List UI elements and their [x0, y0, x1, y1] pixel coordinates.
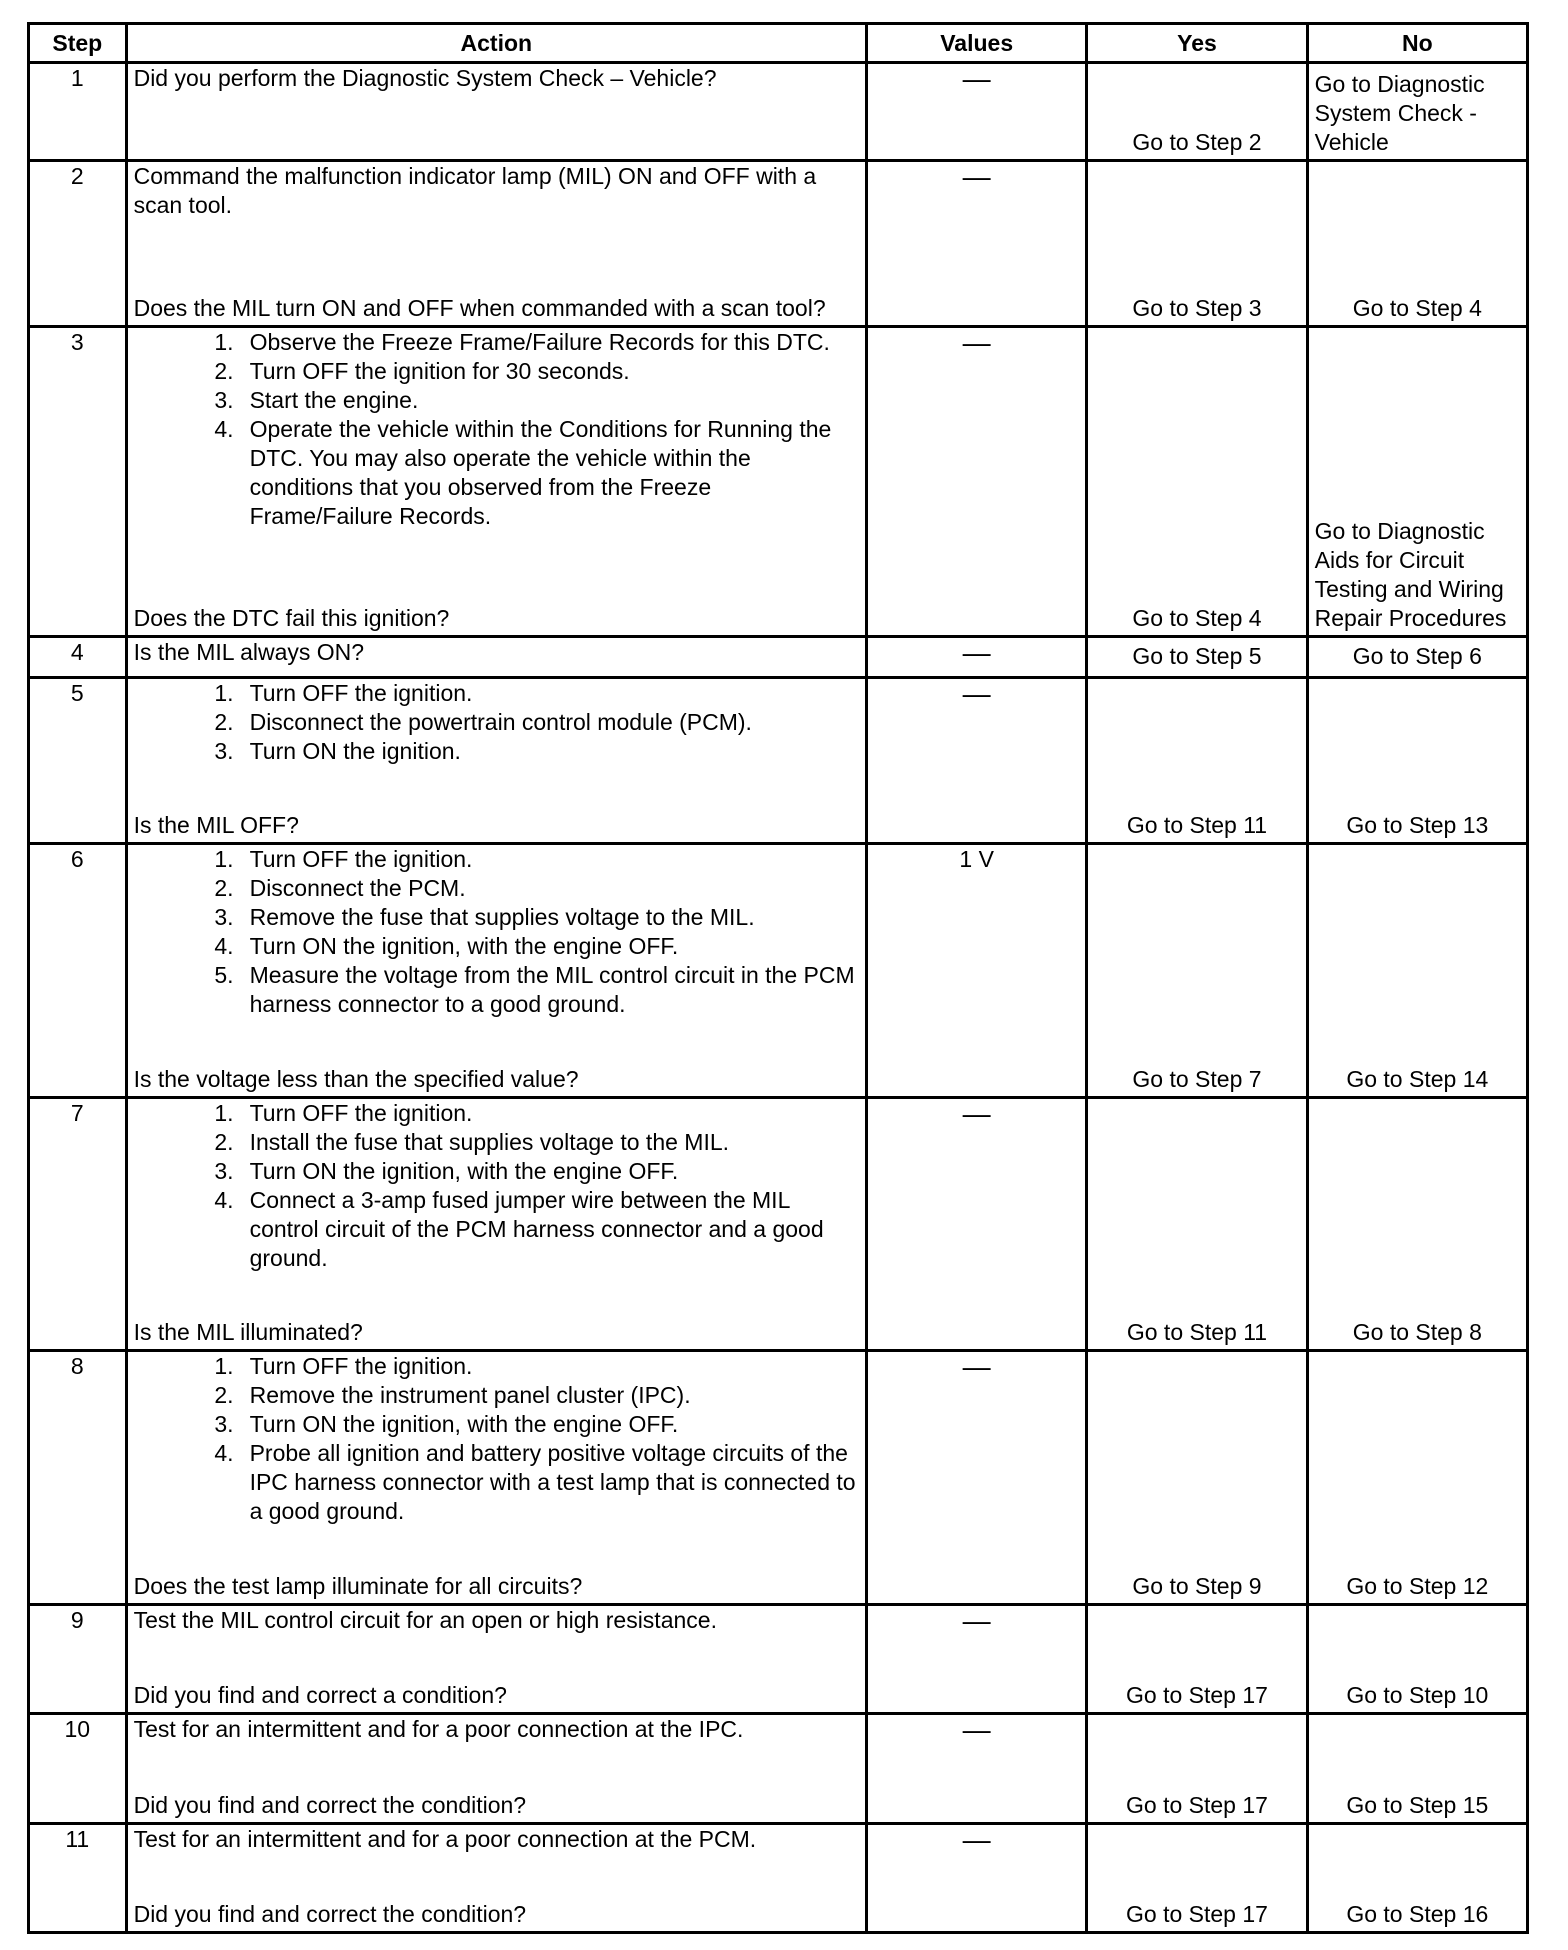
value-text: — — [962, 161, 991, 193]
list-item-number: 4. — [214, 933, 234, 960]
action-question: Does the DTC fail this ignition? — [133, 604, 450, 631]
table-row — [29, 677, 1528, 843]
list-item-number: 3. — [214, 1411, 234, 1438]
yes-link: Go to Step 11 — [1126, 1319, 1268, 1346]
action-question: Is the voltage less than the specified value? — [133, 1065, 579, 1092]
action-question: Does the test lamp illuminate for all circuits? — [133, 1573, 583, 1600]
table-row — [29, 1714, 1528, 1823]
yes-link: Go to Step 11 — [1126, 812, 1268, 839]
list-item-text: Turn OFF the ignition. — [249, 846, 473, 873]
action-cell — [126, 1714, 866, 1823]
list-item-text: Disconnect the powertrain control module (PCM). — [249, 708, 752, 735]
no-cell — [1307, 1351, 1527, 1605]
list-item-text: Turn OFF the ignition. — [249, 1353, 473, 1380]
yes-cell — [1087, 161, 1307, 326]
header-step: Step — [29, 24, 127, 63]
yes-link: Go to Step 7 — [1132, 1065, 1262, 1092]
list-item-number: 1. — [214, 1099, 234, 1126]
list-item-number: 3. — [214, 904, 234, 931]
no-cell — [1307, 1714, 1527, 1823]
list-item — [134, 932, 859, 961]
no-link: Go to Step 4 — [1352, 294, 1482, 321]
value-cell — [867, 677, 1087, 843]
list-item-text: Measure the voltage from the MIL control circuit in the PCM harness connector to a good ground. — [249, 962, 855, 1018]
list-item — [134, 679, 859, 708]
list-item — [134, 386, 859, 415]
yes-link: Go to Step 9 — [1132, 1573, 1262, 1600]
yes-cell — [1087, 1823, 1307, 1932]
header-action: Action — [126, 24, 866, 63]
value-text: — — [962, 326, 991, 358]
no-link: Go to Step 12 — [1346, 1573, 1489, 1600]
value-text: — — [962, 1823, 991, 1855]
step-number: 10 — [29, 1714, 127, 1823]
list-item-text: Observe the Freeze Frame/Failure Records for this DTC. — [249, 328, 830, 355]
yes-link: Go to Step 17 — [1126, 1791, 1268, 1818]
step-number: 8 — [29, 1351, 127, 1605]
value-cell — [867, 326, 1087, 636]
value-cell — [867, 1714, 1087, 1823]
no-link: Go to Step 15 — [1346, 1791, 1489, 1818]
action-cell — [126, 326, 866, 636]
value-text: — — [962, 1097, 991, 1129]
list-item-text: Turn ON the ignition, with the engine OFF. — [249, 1157, 679, 1184]
no-link: Go to Step 10 — [1346, 1682, 1489, 1709]
list-item-text: Operate the vehicle within the Conditions for Running the DTC. You may also operate the vehicle within the conditions that you observed from the Freeze Frame/Failure Records. — [249, 415, 832, 529]
no-link: Go to Step 16 — [1346, 1901, 1489, 1927]
no-link: Go to Step 14 — [1346, 1065, 1489, 1092]
list-item-number: 2. — [214, 708, 234, 735]
value-text: — — [962, 63, 991, 94]
action-steps-list — [134, 1352, 859, 1526]
list-item — [134, 357, 859, 386]
step-number: 9 — [29, 1605, 127, 1714]
list-item — [134, 903, 859, 932]
action-cell — [126, 161, 866, 326]
step-number: 5 — [29, 677, 127, 843]
no-cell — [1307, 1823, 1527, 1932]
yes-link: Go to Step 3 — [1132, 294, 1262, 321]
action-intro: Test the MIL control circuit for an open or high resistance. — [133, 1607, 717, 1634]
no-link: Go to Diagnostic Aids for Circuit Testing and Wiring Repair Procedures — [1314, 517, 1507, 631]
list-item-text: Probe all ignition and battery positive voltage circuits of the IPC harness connector with a test lamp that is connected to a good ground. — [249, 1440, 856, 1525]
no-link: Go to Step 6 — [1352, 643, 1482, 670]
list-item-number: 4. — [214, 415, 234, 442]
action-question: Did you find and correct a condition? — [133, 1682, 507, 1709]
no-cell — [1307, 844, 1527, 1098]
action-cell — [126, 844, 866, 1098]
action-question: Is the MIL illuminated? — [133, 1319, 363, 1346]
value-cell — [867, 161, 1087, 326]
action-cell — [126, 63, 866, 161]
list-item-number: 4. — [214, 1186, 234, 1213]
value-cell — [867, 63, 1087, 161]
list-item-text: Turn OFF the ignition for 30 seconds. — [249, 357, 630, 384]
list-item — [134, 1410, 859, 1439]
yes-cell — [1087, 636, 1307, 677]
action-cell — [126, 636, 866, 677]
no-cell — [1307, 1097, 1527, 1351]
yes-cell — [1087, 63, 1307, 161]
list-item-text: Start the engine. — [249, 386, 419, 413]
value-cell — [867, 1351, 1087, 1605]
action-cell — [126, 1605, 866, 1714]
list-item — [134, 1381, 859, 1410]
list-item — [134, 845, 859, 874]
no-cell — [1307, 161, 1527, 326]
list-item-number: 1. — [214, 1353, 234, 1380]
list-item — [134, 1352, 859, 1381]
action-intro: Test for an intermittent and for a poor connection at the PCM. — [133, 1825, 757, 1852]
yes-cell — [1087, 1097, 1307, 1351]
list-item-text: Connect a 3-amp fused jumper wire between the MIL control circuit of the PCM harness connector and a good ground. — [249, 1186, 824, 1271]
list-item-text: Turn ON the ignition. — [249, 737, 461, 764]
yes-link: Go to Step 17 — [1126, 1901, 1268, 1927]
yes-cell — [1087, 844, 1307, 1098]
action-steps-list — [134, 679, 859, 766]
list-item-number: 1. — [214, 679, 234, 706]
step-number: 11 — [29, 1823, 127, 1932]
table-row — [29, 63, 1528, 161]
value-cell — [867, 844, 1087, 1098]
no-cell — [1307, 326, 1527, 636]
header-no: No — [1307, 24, 1527, 63]
header-yes: Yes — [1087, 24, 1307, 63]
list-item — [134, 1099, 859, 1128]
yes-link: Go to Step 2 — [1132, 129, 1262, 156]
list-item-number: 2. — [214, 1128, 234, 1155]
step-number: 1 — [29, 63, 127, 161]
step-number: 3 — [29, 326, 127, 636]
no-link: Go to Diagnostic System Check - Vehicle — [1314, 71, 1485, 156]
value-cell — [867, 1823, 1087, 1932]
step-number: 6 — [29, 844, 127, 1098]
list-item-text: Disconnect the PCM. — [249, 875, 466, 902]
action-steps-list — [134, 845, 859, 1019]
list-item — [134, 1128, 859, 1157]
value-text: — — [962, 1351, 991, 1383]
list-item-text: Turn ON the ignition, with the engine OFF. — [249, 1411, 679, 1438]
list-item-number: 2. — [214, 875, 234, 902]
value-cell — [867, 1097, 1087, 1351]
list-item-number: 3. — [214, 737, 234, 764]
yes-link: Go to Step 5 — [1132, 643, 1262, 670]
action-intro: Command the malfunction indicator lamp (MIL) ON and OFF with a scan tool. — [133, 163, 817, 219]
table-row — [29, 161, 1528, 326]
yes-cell — [1087, 1605, 1307, 1714]
value-cell — [867, 636, 1087, 677]
value-cell — [867, 1605, 1087, 1714]
list-item — [134, 708, 859, 737]
list-item-number: 1. — [214, 328, 234, 355]
step-number: 4 — [29, 636, 127, 677]
table-row — [29, 1351, 1528, 1605]
list-item-text: Turn OFF the ignition. — [249, 679, 473, 706]
step-number: 7 — [29, 1097, 127, 1351]
step-number: 2 — [29, 161, 127, 326]
action-question: Is the MIL OFF? — [133, 812, 299, 839]
table-row — [29, 1823, 1528, 1932]
table-row — [29, 1097, 1528, 1351]
yes-link: Go to Step 4 — [1132, 604, 1262, 631]
action-cell — [126, 1097, 866, 1351]
list-item-text: Turn OFF the ignition. — [249, 1099, 473, 1126]
action-cell — [126, 1823, 866, 1932]
action-cell — [126, 677, 866, 843]
action-question: Did you find and correct the condition? — [133, 1901, 527, 1927]
yes-cell — [1087, 1714, 1307, 1823]
value-text: — — [962, 677, 991, 709]
list-item-text: Install the fuse that supplies voltage to the MIL. — [249, 1128, 730, 1155]
list-item — [134, 415, 859, 531]
list-item-number: 5. — [214, 962, 234, 989]
list-item-number: 1. — [214, 846, 234, 873]
action-question: Does the MIL turn ON and OFF when commanded with a scan tool? — [133, 294, 826, 321]
value-text: — — [962, 1605, 991, 1637]
list-item — [134, 874, 859, 903]
yes-cell — [1087, 677, 1307, 843]
list-item — [134, 737, 859, 766]
action-cell — [126, 1351, 866, 1605]
diagnostic-table — [27, 22, 1529, 1934]
value-text: — — [962, 636, 991, 668]
action-intro: Test for an intermittent and for a poor connection at the IPC. — [133, 1716, 744, 1743]
yes-cell — [1087, 326, 1307, 636]
value-text: 1 V — [959, 846, 994, 873]
table-row — [29, 844, 1528, 1098]
header-values: Values — [867, 24, 1087, 63]
list-item-number: 3. — [214, 1157, 234, 1184]
action-intro: Did you perform the Diagnostic System Check – Vehicle? — [133, 65, 717, 91]
table-row — [29, 1605, 1528, 1714]
no-cell — [1307, 677, 1527, 843]
action-intro: Is the MIL always ON? — [133, 638, 365, 665]
list-item — [134, 961, 859, 1019]
yes-cell — [1087, 1351, 1307, 1605]
no-link: Go to Step 13 — [1346, 812, 1489, 839]
list-item-number: 4. — [214, 1440, 234, 1467]
no-cell — [1307, 636, 1527, 677]
no-cell — [1307, 1605, 1527, 1714]
list-item-number: 2. — [214, 1382, 234, 1409]
list-item — [134, 328, 859, 357]
list-item-number: 3. — [214, 386, 234, 413]
action-steps-list — [134, 328, 859, 531]
value-text: — — [962, 1714, 991, 1746]
table-row — [29, 636, 1528, 677]
no-link: Go to Step 8 — [1352, 1319, 1482, 1346]
table-row — [29, 326, 1528, 636]
list-item — [134, 1186, 859, 1273]
header-row — [29, 24, 1528, 63]
no-cell — [1307, 63, 1527, 161]
list-item-text: Remove the fuse that supplies voltage to the MIL. — [249, 904, 755, 931]
list-item-number: 2. — [214, 357, 234, 384]
list-item — [134, 1439, 859, 1526]
yes-link: Go to Step 17 — [1126, 1682, 1268, 1709]
action-steps-list — [134, 1099, 859, 1273]
action-question: Did you find and correct the condition? — [133, 1791, 527, 1818]
list-item-text: Remove the instrument panel cluster (IPC). — [249, 1382, 691, 1409]
list-item — [134, 1157, 859, 1186]
list-item-text: Turn ON the ignition, with the engine OFF. — [249, 933, 679, 960]
